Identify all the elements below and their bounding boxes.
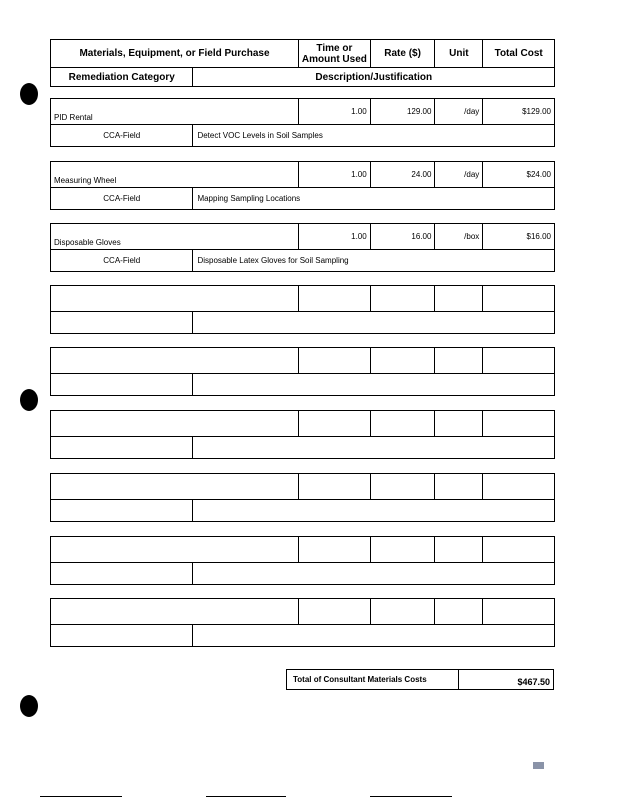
empty-line-item [50, 285, 555, 334]
item-rate: 129.00 [371, 99, 436, 124]
punch-hole-top [20, 83, 38, 105]
item-total: $16.00 [526, 232, 551, 241]
item-rate: 16.00 [371, 224, 436, 249]
item-description: Disposable Latex Gloves for Soil Sampling [197, 256, 349, 265]
header-unit: Unit [435, 40, 483, 67]
line-item [50, 98, 555, 147]
item-description: Mapping Sampling Locations [197, 194, 301, 203]
line-item [50, 223, 555, 272]
item-category: CCA-Field [51, 188, 193, 209]
signature-line [370, 796, 452, 797]
signature-line [40, 796, 122, 797]
punch-hole-bottom [20, 695, 38, 717]
item-unit: /box [435, 224, 483, 249]
item-unit: /day [435, 162, 483, 187]
empty-line-item [50, 473, 555, 522]
empty-line-item [50, 410, 555, 459]
item-amount: 1.00 [299, 162, 371, 187]
item-total: $129.00 [522, 107, 551, 116]
item-amount: 1.00 [299, 224, 371, 249]
empty-line-item [50, 536, 555, 585]
line-item [50, 161, 555, 210]
total-value: $467.50 [517, 677, 550, 687]
header-time: Time or Amount Used [299, 40, 371, 67]
item-name: Disposable Gloves [51, 224, 299, 249]
header-item: Materials, Equipment, or Field Purchase [51, 40, 299, 67]
header-description: Description/Justification [315, 71, 433, 83]
item-total: $24.00 [526, 170, 551, 179]
item-category: CCA-Field [51, 125, 193, 146]
total-label: Total of Consultant Materials Costs [287, 670, 459, 689]
empty-line-item [50, 347, 555, 396]
header-category: Remediation Category [51, 68, 193, 86]
empty-line-item [50, 598, 555, 647]
item-amount: 1.00 [299, 99, 371, 124]
header-rate: Rate ($) [371, 40, 436, 67]
item-name: Measuring Wheel [51, 162, 299, 187]
item-description: Detect VOC Levels in Soil Samples [197, 131, 323, 140]
item-rate: 24.00 [371, 162, 436, 187]
item-name: PID Rental [51, 99, 299, 124]
signature-line [206, 796, 286, 797]
item-category: CCA-Field [51, 250, 193, 271]
total-summary [286, 669, 554, 690]
table-header [50, 39, 555, 87]
punch-hole-middle [20, 389, 38, 411]
header-total: Total Cost [494, 48, 543, 59]
item-unit: /day [435, 99, 483, 124]
scan-mark [533, 762, 544, 769]
